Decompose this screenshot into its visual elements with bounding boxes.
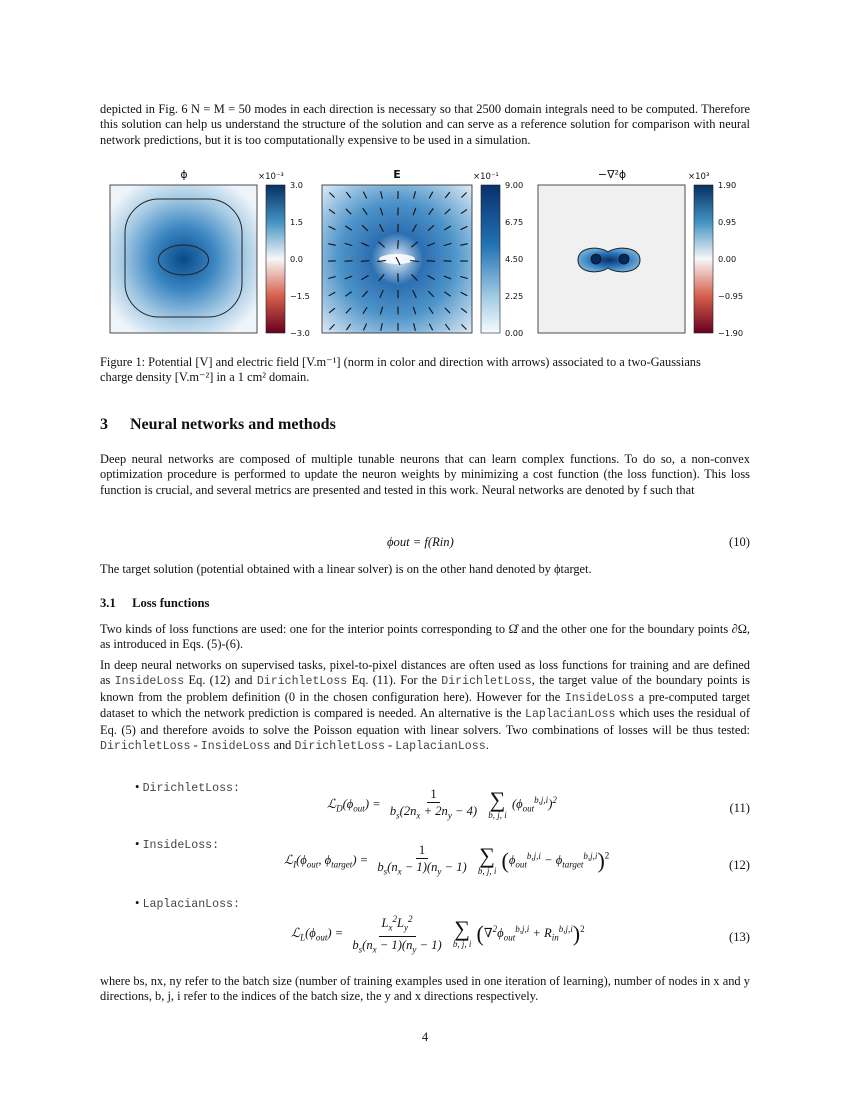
efield-tick: 6.75 <box>505 217 524 227</box>
equation-12-number: (12) <box>729 858 750 872</box>
text-run: a pre-computed target dataset to which the network prediction is compared is needed. An alternative is the <box>100 689 750 721</box>
efield-tick: 9.00 <box>505 180 524 190</box>
equation-11-number: (11) <box>729 801 750 815</box>
code-laplacian-loss: LaplacianLoss <box>525 708 616 722</box>
final-paragraph: where bs, nx, ny refer to the batch size (number of training examples used in one iteration of learning), number of nodes in x and y directions, b, j, i refer to the indices of the batch size, the y and x directions respectively. <box>100 974 750 1004</box>
code-dirichlet-loss: DirichletLoss <box>441 675 532 689</box>
caption-line-1: Figure 1: Potential [V] and electric field [V.m⁻¹] (norm in color and direction with arrows) associated to a two-Gaussians <box>100 355 701 369</box>
code-dirichlet-loss: DirichletLoss <box>100 740 191 754</box>
efield-tick: 2.25 <box>505 291 524 301</box>
equation-11: $ℒ_D(\phi_{out})$ = $\frac{1}{b_s(2n_x + 2n_y - 4)}$ ∑ b, j, i $(\phi_{out}^{b,j,i})^2$ <box>327 786 557 821</box>
code-dirichlet-loss: DirichletLoss <box>256 675 348 689</box>
phi-colorbar <box>266 185 285 333</box>
laplacian-tick: −1.90 <box>718 328 744 338</box>
phi-tick: 1.5 <box>290 217 304 227</box>
code-inside-loss: InsideLoss <box>564 691 635 705</box>
equation-12: $ℒ_I(\phi_{out}$, $\phi_{target}$) = $\frac{1}{b_s(n_x - 1)(n_y - 1)}$ ∑ b, j, i $(\phi_{out}^{b,j,i} - \phi_{target}^{b,j,i})^2$ <box>284 842 610 877</box>
bullet-label: LaplacianLoss: <box>142 898 240 911</box>
laplacian-tick: 1.90 <box>718 180 737 190</box>
equation-13: $ℒ_L(\phi_{out})$ = $\frac{L_x^2L_y^2}{b_s(n_x - 1)(n_y - 1)}$ ∑ b, j, i $(\nabla^2\phi_{out}^{b,j,i} + R_{in}^{b,j,i})^2$ <box>291 914 585 955</box>
page-number: 4 <box>421 1030 429 1044</box>
subsection-heading <box>100 596 209 611</box>
phi-tick: −1.5 <box>290 291 310 301</box>
bullet-label: DirichletLoss: <box>142 782 240 795</box>
bullet-label: InsideLoss: <box>142 839 220 852</box>
efield-tick: 4.50 <box>505 254 524 264</box>
laplacian-tick: 0.00 <box>718 254 737 264</box>
section-heading <box>100 416 336 434</box>
code-inside-loss: InsideLoss <box>114 675 185 689</box>
text-run: . <box>485 738 489 753</box>
text-run: and <box>270 738 295 753</box>
bullet-laplacian: • LaplacianLoss: <box>135 896 240 911</box>
phi-tick: −3.0 <box>290 328 310 338</box>
text-run: - <box>384 738 396 753</box>
efield-arrows <box>328 191 468 331</box>
efield-arrow <box>398 240 399 249</box>
equation-10-number: (10) <box>729 535 750 549</box>
efield-colorbar <box>481 185 500 333</box>
phi-scale: ×10⁻³ <box>258 172 284 182</box>
target-sentence: The target solution (potential obtained with a linear solver) is on the other hand denoted by ϕtarget. <box>100 562 592 576</box>
phi-tick: 3.0 <box>290 180 304 190</box>
efield-tick: 0.00 <box>505 328 524 338</box>
laplacian-title: −∇²ϕ <box>597 168 627 181</box>
efield-scale: ×10⁻¹ <box>473 172 499 182</box>
code-laplacian-loss: LaplacianLoss <box>395 740 486 754</box>
text-run: Eq. (11). For the <box>347 673 442 688</box>
section-title: Neural networks and methods <box>130 416 336 433</box>
code-dirichlet-loss: DirichletLoss <box>294 740 385 754</box>
text-run: Eq. (12) and <box>184 673 257 688</box>
laplacian-blob <box>578 248 640 272</box>
laplacian-plot <box>538 185 685 333</box>
text-run: , the target value of the boundary points is known from the problem definition (0 in the chosen configuration here). However for the <box>100 673 750 704</box>
equation-10: ϕout = f(Rin) <box>387 535 454 549</box>
text-run: In deep neural networks on supervised tasks, pixel-to-pixel distances are often used as loss functions for training and are defined as <box>100 658 750 688</box>
efield-arrow <box>361 261 369 262</box>
phi-tick: 0.0 <box>290 254 304 264</box>
caption-line-2: charge density [V.m⁻²] in a 1 cm² domain. <box>100 370 310 385</box>
equation-13-number: (13) <box>729 930 750 944</box>
subsection-title: Loss functions <box>132 596 210 610</box>
laplacian-tick: 0.95 <box>718 217 737 227</box>
section-paragraph: Deep neural networks are composed of multiple tunable neurons that can learn complex functions. To do so, a non-convex optimization procedure is performed to update the neuron weights by minimizing a cost function (the loss function). This loss function is crucial, and several metrics are presented and tested in this work. Neural networks are denoted by f such that <box>100 452 750 497</box>
code-inside-loss: InsideLoss <box>200 740 271 754</box>
text-run: - <box>190 738 201 753</box>
intro-paragraph: depicted in Fig. 6 N = M = 50 modes in each direction is necessary so that 2500 domain integrals need to be computed. Therefore this solution can help us understand the structure of the solution and can serve as a reference solution for comparison with neural network predictions, but it is too computationally expensive to be used in a simulation. <box>100 102 750 147</box>
laplacian-scale: ×10³ <box>688 172 710 182</box>
phi-plot <box>110 185 257 333</box>
efield-plot <box>322 185 472 333</box>
figure <box>100 168 760 348</box>
efield-title: E <box>393 168 401 181</box>
bullet-dirichlet: • DirichletLoss: <box>135 780 240 795</box>
loss-paragraph-2 <box>100 658 750 754</box>
laplacian-tick: −0.95 <box>718 291 744 301</box>
figure-caption <box>100 355 750 386</box>
text-run: which uses the residual of Eq. (5) and therefore avoids to solve the Poisson equation with linear solvers. Two combinations of losses will be thus tested: <box>100 706 750 737</box>
bullet-inside: • InsideLoss: <box>135 837 220 852</box>
laplacian-colorbar <box>694 185 713 333</box>
subsection-number: 3.1 <box>100 596 116 610</box>
section-number: 3 <box>100 416 108 433</box>
phi-title: ϕ <box>180 168 188 181</box>
loss-paragraph-1: Two kinds of loss functions are used: one for the interior points corresponding to Ω̊ and the other one for the boundary points ∂Ω, as introduced in Eqs. (5)-(6). <box>100 622 750 652</box>
